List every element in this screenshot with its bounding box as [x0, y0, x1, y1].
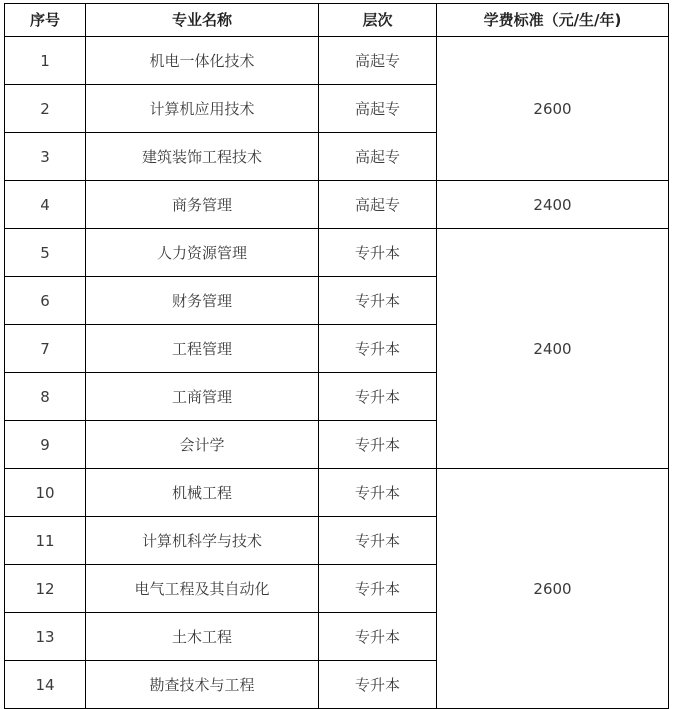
row-number: 5 — [5, 229, 86, 277]
level: 专升本 — [319, 373, 437, 421]
tuition-fee: 2400 — [437, 229, 669, 469]
level: 专升本 — [319, 661, 437, 709]
major-name: 财务管理 — [86, 277, 319, 325]
table-row — [5, 37, 669, 85]
major-name: 土木工程 — [86, 613, 319, 661]
row-number: 14 — [5, 661, 86, 709]
row-number: 2 — [5, 85, 86, 133]
row-number: 13 — [5, 613, 86, 661]
major-name: 计算机科学与技术 — [86, 517, 319, 565]
header-level: 层次 — [319, 4, 437, 37]
major-name: 人力资源管理 — [86, 229, 319, 277]
row-number: 8 — [5, 373, 86, 421]
row-number: 9 — [5, 421, 86, 469]
row-number: 11 — [5, 517, 86, 565]
table-row — [5, 229, 669, 277]
header-tuition: 学费标准（元/生/年) — [437, 4, 669, 37]
level: 高起专 — [319, 85, 437, 133]
level: 专升本 — [319, 613, 437, 661]
major-name: 工程管理 — [86, 325, 319, 373]
level: 专升本 — [319, 277, 437, 325]
row-number: 12 — [5, 565, 86, 613]
level: 专升本 — [319, 229, 437, 277]
row-number: 10 — [5, 469, 86, 517]
major-name: 勘查技术与工程 — [86, 661, 319, 709]
level: 高起专 — [319, 181, 437, 229]
header-major-name: 专业名称 — [86, 4, 319, 37]
header-row — [5, 4, 669, 37]
row-number: 7 — [5, 325, 86, 373]
major-name: 商务管理 — [86, 181, 319, 229]
level: 专升本 — [319, 565, 437, 613]
level: 专升本 — [319, 469, 437, 517]
level: 专升本 — [319, 517, 437, 565]
row-number: 1 — [5, 37, 86, 85]
header-number: 序号 — [5, 4, 86, 37]
level: 专升本 — [319, 325, 437, 373]
level: 专升本 — [319, 421, 437, 469]
level: 高起专 — [319, 133, 437, 181]
major-name: 电气工程及其自动化 — [86, 565, 319, 613]
major-name: 机械工程 — [86, 469, 319, 517]
tuition-fee: 2600 — [437, 469, 669, 709]
level: 高起专 — [319, 37, 437, 85]
major-name: 计算机应用技术 — [86, 85, 319, 133]
tuition-table — [4, 3, 669, 709]
tuition-fee: 2400 — [437, 181, 669, 229]
tuition-fee: 2600 — [437, 37, 669, 181]
major-name: 建筑装饰工程技术 — [86, 133, 319, 181]
table-row — [5, 181, 669, 229]
major-name: 工商管理 — [86, 373, 319, 421]
table-row — [5, 469, 669, 517]
row-number: 6 — [5, 277, 86, 325]
row-number: 3 — [5, 133, 86, 181]
major-name: 机电一体化技术 — [86, 37, 319, 85]
major-name: 会计学 — [86, 421, 319, 469]
row-number: 4 — [5, 181, 86, 229]
